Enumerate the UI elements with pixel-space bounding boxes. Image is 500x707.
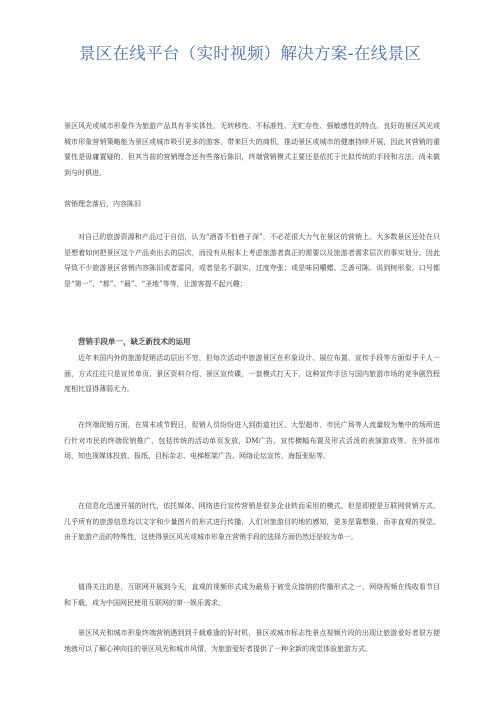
paragraph-terminal-promotion: 在终端促销方面，在周末或节假日，促销人员纷纷进入到街道社区、大型超市、市民广场等人流量较为集中的场所进行针对市民的终端促销推广，包括传统的活动单页发放，DM广告、宣传横幅布置及形式活泼的表演游戏等。在外部市场，知也视媒体投放、报纸、目标杂志、电梯框架广告、网络论坛宣传、海报张贴等。	[64, 421, 440, 461]
paragraph-opportunity: 景区风光和城市形象终端营销遇到到千载难逢的好时机，景区或城市标志性景点视频片段的出现让旅游爱好者很方便地就可以了解心神向往的景区风光和城市风情，为旅游爱好者提供了一种全新的视觉体验旅游方式。	[64, 629, 440, 653]
paragraph-subtitle: 营销理念落后，内容陈旧	[64, 200, 141, 208]
document-title: 景区在线平台（实时视频）解决方案-在线景区	[78, 44, 422, 63]
paragraph-marketing-concept: 对自己的旅游资源和产品过于自信，认为“酒香不怕巷子深”，不必花很大力气在景区的营销上。大多数景区还处在只是想着如何把景区这个产品卖出去的层次，而没有从根本上考虑旅游者真正的需要以及旅游者需求层次的事实划分。因此导致不少旅游景区营销内容陈旧或者雷同，或者是名不副实，过度夸张；或是味同嚼蜡、乏善可陈。说到树形象，口号都是“第一”、“都”、“最”、“圣地”等等，让游客提不起兴趣；	[64, 233, 440, 288]
paragraph-online-video: 值得关注的是，互联网开展到今天，直观的视频形式成为最易于被受众接纳的传播形式之一，网络视频在线收看节目和下载，成为中国网民使用互联网的第一娱乐需求。	[64, 583, 440, 607]
section-heading: 营销手段单一，缺乏新技术的运用	[78, 337, 191, 346]
paragraph-intro: 景区风光或城市形象作为旅游产品具有非实体性、无转移性、不标准性、无贮存性、强敏感性的特点。良好的景区风光或城市形象营销策略能为景区或城市吸引更多的游客，带来巨大的商机，推动景区或城市的健康持续开展，因此其营销的重要性是毋庸置疑的，但其当前的营销理念还有些落后陈旧，终端营销模式主要还是依托于比拟传统的手段和方法，尚未做到与时俱进。	[64, 122, 440, 177]
paragraph-internet-marketing: 在信息化迅速开展的时代，依托媒体、网络进行宣传营销是很多企业转而采用的模式，但是即便是互联网营销方式，几乎所有的旅游信息均以文字和少量图片的形式进行传播，人们对旅游目的地的感知，更多是靠想象，而非直观的视觉。由于旅游产品的特殊性，这使得景区风光或城市形象在营销手段的选择方面仍然还是较为单一。	[64, 502, 440, 542]
paragraph-promotion: 近年来国内外的旅游促销活动层出不穷，但每次活动中旅游景区在形象设计、展位布置、宣传手段等方面似乎千人一面，方式往往只是宣传单页、景区资料介绍、景区宣传碟，一套模式打天下，这种宣传手法与国内旅游市场的竞争剧烈程度相比显得薄弱无力。	[64, 354, 440, 394]
